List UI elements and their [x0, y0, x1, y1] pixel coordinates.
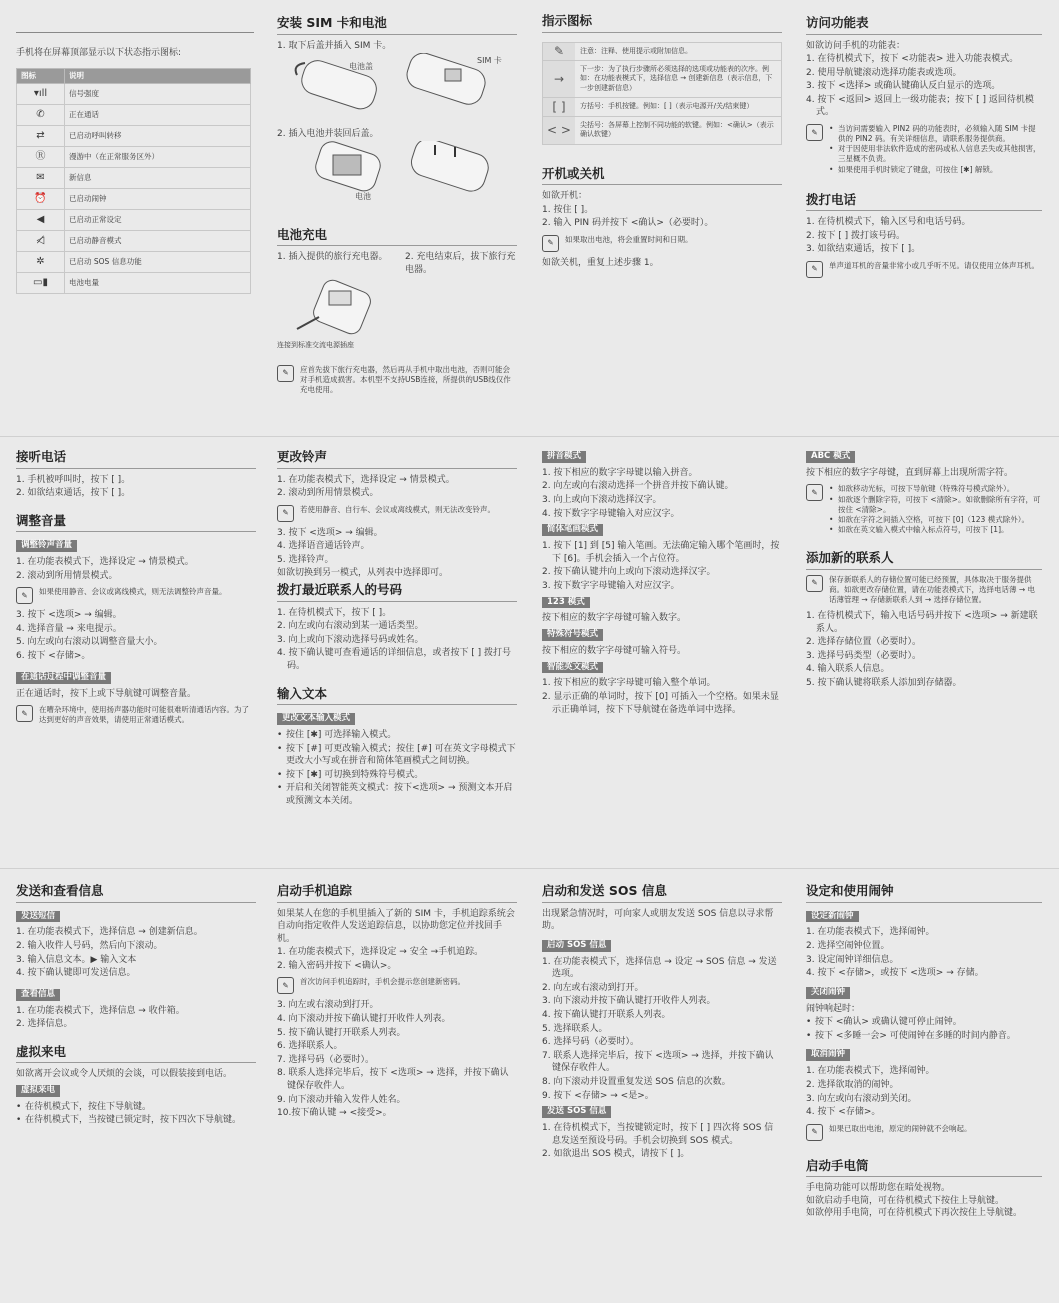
status-icons-section [16, 32, 254, 294]
list-item: • 如欲移动光标，可按下导航键（特殊符号模式除外）。 [829, 484, 1042, 494]
glyph-desc: 下一步：为了执行步骤所必须选择的选项或功能表的次序。例如：在功能表模式下，选择信息 → 创建新信息（表示信息，下一步创建新信息） [580, 64, 773, 92]
glyph-row [542, 42, 782, 61]
list-item: 3. 向左或右滚动到打开。 [277, 1000, 379, 1011]
list-item: 10.按下确认键 → <接受>。 [277, 1108, 392, 1119]
status-icon: ✆ [17, 105, 65, 126]
list-item: 1. 在功能表模式下，选择设定 → 安全 →手机追踪。 [277, 947, 484, 958]
table-row [17, 168, 251, 189]
label-cover: 电池盖 [349, 62, 373, 72]
charge-step-1: 1. 插入提供的旅行充电器。 [277, 252, 388, 263]
add-contact-steps [806, 610, 1042, 690]
list-item: 4. 按下确认键可查看通话的详细信息，或者按下 [ ] 拨打号码。 [277, 648, 512, 671]
list-item: 如欲启动手电筒，可在待机模式下按住上导航键。 [806, 1195, 1005, 1206]
stop-alarm-list [806, 1016, 1042, 1042]
symbol-subtitle: 特殊符号模式 [542, 629, 603, 641]
sos-send-steps [542, 1122, 782, 1161]
list-item: • 按下 [#] 可更改输入模式；按住 [#] 可在英文字母模式下更改大小写或在拼音和简体笔画模式之间切换。 [277, 743, 517, 768]
note-icon: ✎ [277, 365, 294, 382]
menu-section [806, 14, 1042, 283]
list-item: 3. 输入信息文本。▶ 输入文本 [16, 954, 137, 965]
answer-title: 接听电话 [16, 448, 256, 469]
call-title: 拨打电话 [806, 191, 1042, 212]
list-item: 2. 选择存储位置（必要时）。 [806, 637, 921, 648]
row-divider-2 [0, 868, 1059, 869]
status-desc: 新信息 [65, 168, 251, 189]
charger-illustration [277, 277, 517, 337]
charger-plug-icon [297, 317, 319, 329]
list-item: 3. 按下 <选择> 或确认键确认反白显示的选项。 [806, 81, 1001, 92]
sos-enable-steps [542, 956, 782, 1103]
phone-screen-icon [329, 291, 351, 305]
list-item: 1. 在功能表模式下，选择设定 → 情景模式。 [277, 474, 455, 485]
glyph-symbol-icon: [ ] [543, 98, 575, 115]
glyph-title: 指示图标 [542, 12, 782, 33]
list-item: 3. 按下 <选项> → 编辑。 [16, 610, 122, 621]
list-item: 2. 显示正确的单词时，按下 [0] 可插入一个空格。如果未显示正确单词，按下下导航键在备选单词中选择。 [542, 691, 779, 715]
list-item: 6. 选择联系人。 [277, 1041, 343, 1052]
add-contact-note-text: 保存新联系人的存储位置可能已经预置，具体取决于服务提供商。如欲更改存储位置，请在功能表模式下，选择电话薄 → 电话薄管理 → 存储新联系人到 → 选择存储位置。 [829, 574, 1036, 604]
set-alarm-subtitle: 设定新闹钟 [806, 911, 859, 923]
send-message-subtitle: 发送短信 [16, 911, 60, 923]
list-item: 9. 向下滚动并输入发件人姓名。 [277, 1094, 406, 1105]
list-item: 3. 设定闹钟详细信息。 [806, 954, 899, 965]
alarm-note-text: 如果已取出电池，原定的闹钟就不会响起。 [829, 1123, 972, 1133]
glyph-symbol-icon: ✎ [543, 43, 575, 60]
glyph-section [542, 12, 782, 270]
table-row [17, 231, 251, 252]
list-item: 2. 选择欲取消的闹钟。 [806, 1079, 899, 1090]
alarm-torch-section [806, 882, 1042, 1220]
fake-call-title: 虚拟来电 [16, 1043, 256, 1064]
status-desc: 已启动闹钟 [65, 189, 251, 210]
status-icon: ▾ıll [17, 84, 65, 105]
list-item: 3. 向下滚动并按下确认键打开收件人列表。 [542, 996, 716, 1007]
pinyin-subtitle: 拼音模式 [542, 451, 586, 463]
note-icon: ✎ [806, 484, 823, 501]
sos-enable-subtitle: 启动 SOS 信息 [542, 940, 611, 952]
note-icon: ✎ [16, 587, 33, 604]
sos-title: 启动和发送 SOS 信息 [542, 882, 782, 903]
charge-step-2: 2. 充电结束后，拔下旅行充电器。 [405, 252, 516, 275]
tracker-steps-1 [277, 946, 517, 972]
tracker-note [277, 977, 517, 994]
ring-volume-subtitle: 调整铃声音量 [16, 540, 77, 552]
list-item: 1. 在功能表模式下，选择信息 → 创建新信息。 [16, 927, 203, 938]
status-intro: 手机将在屏幕顶部显示以下状态指示图标: [16, 48, 182, 58]
list-item: 1. 在功能表模式下，选择闹钟。 [806, 927, 935, 938]
glyph-list [542, 42, 782, 145]
list-item: 2. 使用导航键滚动选择功能表或选项。 [806, 67, 962, 78]
answer-steps [16, 474, 256, 500]
table-row [17, 252, 251, 273]
tracker-title: 启动手机追踪 [277, 882, 517, 903]
text-mode-subtitle: 更改文本输入模式 [277, 713, 355, 725]
answer-volume-section [16, 448, 256, 730]
glyph-desc: 注意：注释、使用提示或附加信息。 [580, 46, 692, 55]
note-icon: ✎ [16, 705, 33, 722]
stop-alarm-subtitle: 关闭闹钟 [806, 987, 850, 999]
list-item: 1. 在功能表模式下，选择设定 → 情景模式。 [16, 557, 194, 568]
number-text: 按下相应的数字字母键可输入数字。 [542, 613, 687, 624]
table-row [17, 189, 251, 210]
list-item: 6. 按下 <存储>。 [16, 651, 91, 662]
status-icon: ⇄ [17, 126, 65, 147]
glyph-symbol-icon: < > [543, 117, 575, 144]
list-item: 3. 向上或向下滚动选择汉字。 [542, 495, 662, 506]
list-item: • 在待机模式下，按住下导航键。 [16, 1101, 256, 1114]
glyph-row [542, 116, 782, 145]
recent-title: 拨打最近联系人的号码 [277, 581, 517, 602]
ringtone-title: 更改铃声 [277, 448, 517, 469]
list-item: 2. 输入密码并按下 <确认>。 [277, 960, 397, 971]
list-item: 1. 按下相应的数字字母键可输入整个单词。 [542, 678, 716, 689]
list-item: 2. 按下 [ ] 拨打该号码。 [806, 230, 906, 241]
cancel-alarm-steps [806, 1065, 1042, 1118]
phone-front-icon [311, 277, 374, 337]
list-item: 1. 在功能表模式下，选择闹钟。 [806, 1066, 935, 1077]
volume-note-2 [16, 705, 256, 725]
sim-step-2: 2. 插入电池并装回后盖。 [277, 128, 379, 139]
list-item: 9. 按下 <存储> → <是>。 [542, 1090, 654, 1101]
list-item: 3. 如欲结束通话，按下 [ ]。 [806, 244, 921, 255]
volume-steps-2 [16, 609, 256, 662]
list-item: 6. 选择号码（必要时）。 [542, 1037, 639, 1048]
status-icon: ◁̸ [17, 231, 65, 252]
stop-alarm-text: 闹钟响起时： [806, 1003, 861, 1014]
tracker-steps-2 [277, 999, 517, 1119]
text-mode-list [277, 729, 517, 808]
abc-note-list [829, 484, 1042, 535]
list-item: 4. 按下确认键打开联系人列表。 [542, 1009, 671, 1020]
list-item: 5. 选择联系人。 [542, 1023, 608, 1034]
sim-card-icon [445, 69, 461, 81]
status-desc: 信号强度 [65, 84, 251, 105]
volume-title: 调整音量 [16, 512, 256, 533]
volume-note-1-text: 如果使用静音、会议或离线模式，则无法调整铃声音量。 [39, 587, 227, 597]
table-header-icon: 图标 [17, 68, 65, 84]
status-icon: ✲ [17, 252, 65, 273]
list-item: • 当访问需要输入 PIN2 码的功能表时，必须输入随 SIM 卡提供的 PIN2 码。有关详细信息，请联系服务提供商。 [829, 124, 1042, 144]
note-icon: ✎ [277, 505, 294, 522]
ringtone-steps-2 [277, 527, 517, 567]
list-item: 5. 按下确认键打开联系人列表。 [277, 1027, 406, 1038]
list-item: 5. 向左或向右滚动以调整音量大小。 [16, 637, 163, 648]
call-volume-text: 正在通话时，按下上或下导航键可调整音量。 [16, 688, 197, 699]
torch-text [806, 1182, 1042, 1220]
list-item: • 按下 <确认> 或确认键可停止闹钟。 [806, 1016, 1042, 1029]
call-note [806, 261, 1042, 278]
list-item: • 按下 [✱] 可切换到特殊符号模式。 [277, 769, 517, 782]
call-note-text: 单声道耳机的音量非常小或几乎听不见。请仅使用立体声耳机。 [829, 260, 1039, 270]
list-item: 2. 向左或向右滚动选择一个拼音并按下确认键。 [542, 481, 734, 492]
sim-title: 安装 SIM 卡和电池 [277, 14, 517, 35]
abc-text: 按下相应的数字字母键，直到屏幕上出现所需字符。 [806, 467, 1014, 478]
table-row [17, 126, 251, 147]
alarm-note [806, 1124, 1042, 1141]
ringtone-note [277, 505, 517, 522]
list-item: 2. 向左或向右滚动到某一通话类型。 [277, 621, 424, 632]
status-desc: 已启动呼叫转移 [65, 126, 251, 147]
list-item: 3. 按下 <选项> → 编辑。 [277, 527, 383, 538]
number-subtitle: 123 模式 [542, 597, 590, 609]
message-fake-call-section [16, 882, 256, 1128]
status-icon: ✉ [17, 168, 65, 189]
list-item: • 如果使用手机时锁定了键盘，可按住 [✱] 解锁。 [829, 165, 1042, 175]
stroke-subtitle: 简体笔画模式 [542, 524, 603, 536]
row-divider-1 [0, 436, 1059, 437]
alarm-title: 设定和使用闹钟 [806, 882, 1042, 903]
list-item: 1. 在待机模式下，当按键锁定时，按下 [ ] 四次将 SOS 信息发送至预设号码。手机会切换到 SOS 模式。 [542, 1123, 774, 1146]
status-icon-table [16, 68, 251, 295]
list-item: 1. 按下相应的数字字母键以输入拼音。 [542, 467, 698, 478]
note-icon: ✎ [806, 124, 823, 141]
list-item: 2. 如欲结束通话，按下 [ ]。 [16, 488, 131, 499]
list-item: 4. 按下数字字母键输入对应汉字。 [542, 508, 680, 519]
text-input-title: 输入文本 [277, 685, 517, 706]
power-note [542, 235, 782, 252]
status-desc: 正在通话 [65, 105, 251, 126]
table-row [17, 210, 251, 231]
list-item: 2. 向左或右滚动到打开。 [542, 982, 644, 993]
status-desc: 已启动 SOS 信息功能 [65, 252, 251, 273]
table-header-desc: 说明 [65, 68, 251, 84]
call-steps [806, 216, 1042, 256]
charge-caption: 连接到标准交流电源插座 [277, 341, 354, 350]
fake-call-text: 如欲离开会议或令人厌烦的会谈，可以假装接到电话。 [16, 1069, 233, 1080]
list-item: 2. 选择空闹钟位置。 [806, 940, 890, 951]
t9-steps [542, 677, 782, 716]
power-note-text: 如果取出电池，将会重置时间和日期。 [565, 234, 693, 244]
menu-steps [806, 53, 1042, 119]
glyph-row [542, 97, 782, 116]
volume-note-2-text: 在嘈杂环境中，使用扬声器功能时可能很难听清通话内容。为了达到更好的声音效果，请使用正常通话模式。 [39, 705, 249, 725]
list-item: • 按下 <多睡一会> 可使闹钟在多睡的时间内静音。 [806, 1030, 1042, 1043]
charge-title: 电池充电 [277, 226, 517, 247]
power-off-text: 如欲关机，重复上述步骤 1。 [542, 257, 659, 268]
message-title: 发送和查看信息 [16, 882, 256, 903]
ringtone-switch-text: 如欲切换到另一模式，从列表中选择即可。 [277, 568, 449, 579]
charge-steps [277, 251, 517, 276]
list-item: 5. 选择铃声。 [277, 554, 334, 565]
input-modes-section [542, 448, 782, 717]
list-item: 2. 选择信息。 [16, 1019, 73, 1030]
list-item: 2. 滚动到所用情景模式。 [277, 488, 379, 499]
list-item: 4. 选择音量 → 来电提示。 [16, 623, 122, 634]
list-item: 2. 如欲退出 SOS 模式，请按下 [ ]。 [542, 1149, 690, 1160]
status-icon: Ⓡ [17, 147, 65, 168]
recent-steps [277, 607, 517, 673]
phone-closed-icon [408, 141, 492, 195]
list-item: 4. 向下滚动并按下确认键打开收件人列表。 [277, 1014, 451, 1025]
ringtone-recent-text-section [277, 448, 517, 808]
ringtone-note-text: 若使用静音、自行车、会议或离线模式，则无法改变铃声。 [300, 504, 495, 514]
list-item: 7. 选择号码（必要时）。 [277, 1054, 374, 1065]
list-item: 1. 在待机模式下，输入区号和电话号码。 [806, 217, 971, 228]
list-item: 手电筒功能可以帮助您在暗处视物。 [806, 1183, 951, 1194]
abc-contact-section [806, 448, 1042, 691]
sos-section [542, 882, 782, 1162]
label-sim: SIM 卡 [477, 56, 502, 66]
list-item: 3. 按下数字字母键输入对应汉字。 [542, 580, 680, 591]
add-contact-title: 添加新的联系人 [806, 549, 1042, 570]
list-item: 4. 按下 <存储>。 [806, 1107, 881, 1118]
glyph-desc: 方括号：手机按键。例如：[ ]（表示电源开/关/结束键） [580, 102, 754, 111]
call-volume-subtitle: 在通话过程中调整音量 [16, 672, 111, 684]
list-item: 4. 按下确认键即可发送信息。 [16, 968, 136, 979]
list-item: 3. 选择号码类型（必要时）。 [806, 650, 921, 661]
sos-send-subtitle: 发送 SOS 信息 [542, 1106, 611, 1118]
fake-call-list [16, 1101, 256, 1127]
glyph-desc: 尖括号：各屏幕上控制不同功能的软键。例如：<确认>（表示确认软键） [580, 120, 774, 139]
note-icon: ✎ [542, 235, 559, 252]
status-desc: 已启动静音模式 [65, 231, 251, 252]
list-item: • 如欲在英文输入模式中输入标点符号，可按下 [1]。 [829, 525, 1042, 535]
list-item: 4. 按下 <返回> 返回上一级功能表；按下 [ ] 返回待机模式。 [806, 94, 1034, 118]
fake-call-subtitle: 虚拟来电 [16, 1085, 60, 1097]
stroke-steps [542, 540, 782, 592]
list-item: 8. 向下滚动并设置重复发送 SOS 信息的次数。 [542, 1076, 731, 1087]
pinyin-steps [542, 467, 782, 520]
charge-note [277, 365, 517, 395]
send-message-steps [16, 926, 256, 979]
power-step-2: 2. 输入 PIN 码并按下 <确认>（必要时）。 [542, 218, 714, 229]
abc-note [806, 484, 1042, 535]
list-item: 1. 在待机模式下，输入电话号码并按下 <选项> → 新建联系人。 [806, 610, 1038, 634]
note-icon: ✎ [806, 261, 823, 278]
list-item: 7. 联系人选择完毕后，按下 <选项> → 选择，并按下确认键保存收件人。 [542, 1050, 774, 1074]
t9-subtitle: 智能英文模式 [542, 662, 603, 674]
status-icon: ⏰ [17, 189, 65, 210]
list-item: 2. 按下确认键并向上或向下滚动选择汉字。 [542, 567, 716, 578]
symbol-text: 按下相应的数字字母键可输入符号。 [542, 645, 687, 656]
power-title: 开机或关机 [542, 165, 782, 186]
list-item: 如欲停用手电筒，可在待机模式下再次按住上导航键。 [806, 1208, 1023, 1219]
glyph-symbol-icon: → [543, 61, 575, 97]
table-row [17, 84, 251, 105]
status-icon: ▭▮ [17, 273, 65, 294]
power-intro: 如欲开机： [542, 191, 588, 202]
status-icon: ◀ [17, 210, 65, 231]
cancel-alarm-subtitle: 取消闹钟 [806, 1049, 850, 1061]
list-item: • 按住 [✱] 可选择输入模式。 [277, 729, 517, 742]
menu-intro: 如欲访问手机的功能表： [806, 40, 906, 51]
status-desc: 已启动正常设定 [65, 210, 251, 231]
table-row [17, 105, 251, 126]
list-item: 4. 选择语音通话铃声。 [277, 541, 370, 552]
glyph-row [542, 60, 782, 98]
battery-icon [333, 155, 361, 175]
menu-note-list [829, 124, 1042, 175]
volume-steps-1 [16, 556, 256, 582]
ringtone-steps-1 [277, 474, 517, 500]
list-item: 2. 滚动到所用情景模式。 [16, 570, 118, 581]
section-rule [16, 32, 254, 33]
sim-step-1: 1. 取下后盖并插入 SIM 卡。 [277, 40, 392, 51]
list-item: 1. 在待机模式下，按下 [ ]。 [277, 607, 392, 618]
list-item: 1. 在功能表模式下，选择信息 → 收件箱。 [16, 1005, 185, 1016]
note-icon: ✎ [806, 1124, 823, 1141]
list-item: 3. 向上或向下滚动选择号码或姓名。 [277, 634, 424, 645]
list-item: • 开启和关闭智能英文模式：按下<选项> → 预测文本开启或预测文本关闭。 [277, 782, 517, 807]
list-item: • 对于因使用非法软件造成的密码或私人信息丢失或其他损害，三星概不负责。 [829, 144, 1042, 164]
battery-illustration [277, 141, 517, 201]
table-row [17, 273, 251, 294]
list-item: 3. 向左或向右滚动到关闭。 [806, 1093, 917, 1104]
list-item: 4. 输入联系人信息。 [806, 664, 890, 675]
sim-illustration [277, 53, 517, 113]
view-message-subtitle: 查看信息 [16, 989, 60, 1001]
menu-title: 访问功能表 [806, 14, 1042, 35]
menu-note [806, 124, 1042, 175]
note-icon: ✎ [806, 575, 823, 592]
label-battery: 电池 [355, 192, 371, 202]
abc-subtitle: ABC 模式 [806, 451, 855, 463]
volume-note-1 [16, 587, 256, 604]
list-item: 2. 输入收件人号码，然后向下滚动。 [16, 940, 163, 951]
torch-title: 启动手电筒 [806, 1157, 1042, 1178]
note-icon: ✎ [277, 977, 294, 994]
tracker-text: 如果某人在您的手机里插入了新的 SIM 卡，手机追踪系统会自动向指定收件人发送追踪信息，以协助您定位并找回手机。 [277, 908, 515, 944]
list-item: 1. 在待机模式下，按下 <功能表> 进入功能表模式。 [806, 54, 1019, 65]
list-item: • 在待机模式下，当按键已锁定时，按下四次下导航键。 [16, 1114, 256, 1127]
charge-note-text: 应首先拔下旅行充电器，然后再从手机中取出电池，否则可能会对手机造成损害。本机型不支持USB连接，所提供的USB线仅作充电使用。 [300, 364, 511, 395]
sos-text: 出现紧急情况时，可向家人或朋友发送 SOS 信息以寻求帮助。 [542, 908, 774, 932]
power-step-1: 1. 按住 [ ]。 [542, 204, 594, 215]
list-item: 1. 按下 [1] 到 [5] 输入笔画。无法确定输入哪个笔画时，按下 [6]。手机会插入一个占位符。 [542, 541, 780, 564]
list-item: 1. 在功能表模式下，选择信息 → 设定 → SOS 信息 → 发送选项。 [542, 956, 777, 980]
status-desc: 漫游中（在正常服务区外） [65, 147, 251, 168]
list-item: 8. 联系人选择完毕后，按下 <选项> → 选择，并按下确认键保存收件人。 [277, 1068, 509, 1092]
sim-section [277, 14, 517, 400]
list-item: 5. 按下确认键将联系人添加到存储器。 [806, 677, 962, 688]
list-item: • 如欲在字符之间插入空格，可按下 [0]（123 模式除外）。 [829, 515, 1042, 525]
tracker-section [277, 882, 517, 1121]
add-contact-note [806, 575, 1042, 605]
status-desc: 电池电量 [65, 273, 251, 294]
table-row [17, 147, 251, 168]
list-item: • 如欲逐个删除字符，可按下 <清除>。如欲删除所有字符，可按住 <清除>。 [829, 495, 1042, 515]
list-item: 4. 按下 <存储>，或按下 <选项> → 存储。 [806, 968, 984, 979]
set-alarm-steps [806, 926, 1042, 979]
tracker-note-text: 首次访问手机追踪时，手机会提示您创建新密码。 [300, 977, 465, 987]
view-message-steps [16, 1005, 256, 1031]
list-item: 1. 手机被呼叫时，按下 [ ]。 [16, 474, 131, 485]
